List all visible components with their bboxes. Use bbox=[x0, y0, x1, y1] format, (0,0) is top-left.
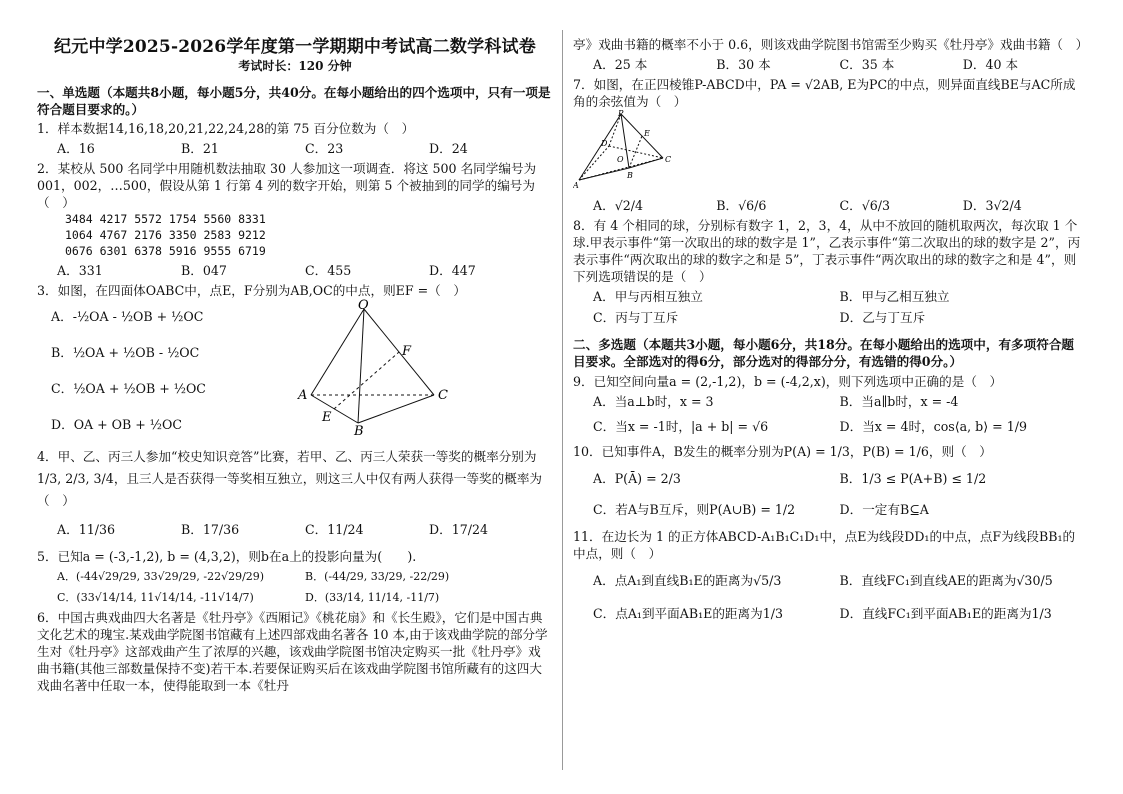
option-d: D．OA + OB + ½OC bbox=[51, 417, 182, 432]
question-5 bbox=[37, 548, 553, 606]
question-9-stem: 9．已知空间向量a = (2,-1,2)，b = (-4,2,x)，则下列选项中正确的是（ ） bbox=[573, 374, 1003, 389]
option-a: A．甲与丙相互独立 bbox=[593, 289, 703, 304]
label-a: A bbox=[298, 388, 308, 403]
question-6 bbox=[37, 609, 553, 694]
random-row: 3484 4217 5572 1754 5560 8331 bbox=[65, 212, 266, 226]
label-d: D bbox=[601, 139, 608, 148]
option-b: B．17/36 bbox=[181, 522, 240, 537]
option-a: A．点A₁到直线B₁E的距离为√5/3 bbox=[593, 573, 782, 588]
column-divider bbox=[562, 30, 563, 770]
option-c: C．丙与丁互斥 bbox=[593, 310, 679, 325]
label-a: A bbox=[573, 181, 579, 190]
question-2 bbox=[37, 160, 553, 279]
right-column bbox=[573, 36, 1089, 625]
question-10-stem: 10．已知事件A，B发生的概率分别为P(A) = 1/3，P(B) = 1/6，则（ ） bbox=[573, 444, 992, 459]
option-d: D．乙与丁互斥 bbox=[839, 310, 926, 325]
option-d: D．当x = 4时，cos⟨a, b⟩ = 1/9 bbox=[839, 419, 1027, 434]
question-6-stem: 6．中国古典戏曲四大名著是《牡丹亭》《西厢记》《桃花扇》和《长生殿》，它们是中国古典文化艺术的瑰宝.某戏曲学院图书馆藏有上述四部戏曲名著各 10 本,由于该戏曲学院的部分学生对《牡丹亭》这部戏曲产生了浓厚的兴趣，该戏曲学院图书馆决定购买一批《牡丹亭》戏曲书籍(其他三部数量保持不变)若干本.若要保证购买后在该戏曲学院图书馆所藏有的这四大戏曲名著中任取一本，使得能取到一本《牡丹 bbox=[37, 610, 548, 693]
option-b: B．½OA + ½OB - ½OC bbox=[51, 345, 200, 360]
option-c: C．若A与B互斥，则P(A∪B) = 1/2 bbox=[593, 502, 796, 517]
section-1-heading: 一、单选题（本题共8小题，每小题5分，共40分。在每小题给出的四个选项中，只有一项是符合题目要求的。） bbox=[37, 85, 551, 117]
question-3-stem: 3．如图，在四面体OABC中，点E，F分别为AB,OC的中点，则EF =（ ） bbox=[37, 283, 466, 298]
option-c: C．23 bbox=[305, 141, 344, 156]
question-8-stem: 8．有 4 个相同的球，分别标有数字 1，2，3，4，从中不放回的随机取两次，每次取 1 个球.甲表示事件“第一次取出的球的数字是 1”，乙表示事件“第二次取出的球的数字是 2”，丙表示事件“两次取出的球的数字之和是 5”，丁表示事件“两次取出的球的数字之和是 4”，则下列选项错误的是（ ） bbox=[573, 218, 1081, 284]
option-a: A．25 本 bbox=[593, 57, 648, 72]
option-a: A．(-44√29/29, 33√29/29, -22√29/29) bbox=[57, 570, 265, 583]
option-c: C．35 本 bbox=[839, 57, 895, 72]
label-o: O bbox=[358, 299, 369, 313]
left-column bbox=[37, 36, 553, 694]
question-8 bbox=[573, 217, 1086, 326]
question-5-stem: 5．已知a = (-3,-1,2), b = (4,3,2)，则b在a上的投影向量为( ). bbox=[37, 549, 417, 564]
label-f: F bbox=[402, 344, 412, 359]
option-b: B．甲与乙相互独立 bbox=[839, 289, 950, 304]
random-row: 1064 4767 2176 3350 2583 9212 bbox=[65, 228, 266, 242]
label-c: C bbox=[665, 155, 672, 164]
option-d: D．一定有B⊆A bbox=[839, 502, 929, 517]
label-c: C bbox=[438, 388, 448, 403]
question-9 bbox=[573, 373, 1086, 435]
option-b: B．1/3 ≤ P(A+B) ≤ 1/2 bbox=[839, 471, 987, 486]
random-number-table bbox=[37, 211, 553, 259]
option-c: C．当x = -1时，|a + b| = √6 bbox=[593, 419, 769, 434]
option-b: B．30 本 bbox=[716, 57, 771, 72]
exam-duration: 考试时长：120 分钟 bbox=[238, 59, 352, 73]
option-a: A．-½OA - ½OB + ½OC bbox=[51, 309, 204, 324]
label-e: E bbox=[644, 129, 650, 138]
question-11 bbox=[573, 528, 1086, 622]
option-c: C．½OA + ½OB + ½OC bbox=[51, 381, 206, 396]
tetrahedron-figure bbox=[296, 299, 476, 435]
option-c: C．(33√14/14, 11√14/14, -11√14/7) bbox=[57, 591, 254, 604]
option-d: D．直线FC₁到平面AB₁E的距离为1/3 bbox=[839, 606, 1052, 621]
option-d: D．24 bbox=[429, 141, 468, 156]
question-2-stem: 2．某校从 500 名同学中用随机数法抽取 30 人参加这一项调查．将这 500 名同学编号为 001，002，…500，假设从第 1 行第 4 列的数字开始，则第 5 个被抽到的同学的编号为（ ） bbox=[37, 161, 537, 210]
option-b: B．(-44/29, 33/29, -22/29) bbox=[305, 570, 450, 583]
option-a: A．P(Ā) = 2/3 bbox=[593, 471, 681, 486]
question-1-stem: 1．样本数据14,16,18,20,21,22,24,28的第 75 百分位数为（ ） bbox=[37, 121, 415, 136]
question-1 bbox=[37, 120, 553, 157]
option-d: D．40 本 bbox=[962, 57, 1019, 72]
question-10 bbox=[573, 443, 1086, 518]
option-b: B．当a∥b时，x = -4 bbox=[839, 394, 959, 409]
exam-title: 纪元中学2025-2026学年度第一学期期中考试高二数学科试卷 bbox=[54, 37, 536, 57]
label-o: O bbox=[617, 155, 624, 164]
label-b: B bbox=[354, 424, 364, 435]
option-b: B．21 bbox=[181, 141, 219, 156]
option-a: A．11/36 bbox=[57, 522, 115, 537]
option-b: B．047 bbox=[181, 263, 227, 278]
question-6-continued bbox=[573, 36, 1089, 73]
option-c: C．455 bbox=[305, 263, 352, 278]
option-d: D．3√2/4 bbox=[962, 198, 1022, 213]
question-3 bbox=[37, 282, 553, 443]
option-a: A．√2/4 bbox=[593, 198, 643, 213]
section-2-heading: 二、多选题（本题共3小题，每小题6分，共18分。在每小题给出的选项中，有多项符合题目要求。全部选对的得6分，部分选对的得部分分，有选错的得0分。） bbox=[573, 337, 1075, 369]
random-row: 0676 6301 6378 5916 9555 6719 bbox=[65, 244, 266, 258]
option-a: A．当a⊥b时，x = 3 bbox=[593, 394, 714, 409]
label-b: B bbox=[627, 171, 633, 180]
option-d: D．(33/14, 11/14, -11/7) bbox=[305, 591, 440, 604]
option-b: B．直线FC₁到直线AE的距离为√30/5 bbox=[839, 573, 1053, 588]
option-c: C．√6/3 bbox=[839, 198, 891, 213]
option-a: A．16 bbox=[57, 141, 95, 156]
question-7-stem: 7．如图，在正四棱锥P-ABCD中，PA = √2AB, E为PC的中点，则异面直线BE与AC所成角的余弦值为（ ） bbox=[573, 77, 1076, 109]
question-4 bbox=[37, 446, 553, 545]
question-7 bbox=[573, 76, 1086, 214]
question-11-stem: 11．在边长为 1 的正方体ABCD-A₁B₁C₁D₁中，点E为线段DD₁的中点，点F为线段BB₁的中点，则（ ） bbox=[573, 529, 1076, 561]
pyramid-figure bbox=[573, 110, 673, 190]
option-a: A．331 bbox=[57, 263, 103, 278]
option-d: D．17/24 bbox=[429, 522, 488, 537]
question-4-stem: 4．甲、乙、丙三人参加“校史知识竞答”比赛，若甲、乙、丙三人荣获一等奖的概率分别为1/3, 2/3, 3/4，且三人是否获得一等奖相互独立，则这三人中仅有两人获得一等奖的概率为（ ） bbox=[37, 449, 543, 508]
option-c: C．11/24 bbox=[305, 522, 364, 537]
label-e: E bbox=[322, 410, 332, 425]
option-b: B．√6/6 bbox=[716, 198, 767, 213]
label-p: P bbox=[618, 110, 624, 118]
option-c: C．点A₁到平面AB₁E的距离为1/3 bbox=[593, 606, 783, 621]
question-6-continuation: 亭》戏曲书籍的概率不小于 0.6，则该戏曲学院图书馆需至少购买《牡丹亭》戏曲书籍（ ） bbox=[573, 37, 1089, 52]
option-d: D．447 bbox=[429, 263, 476, 278]
